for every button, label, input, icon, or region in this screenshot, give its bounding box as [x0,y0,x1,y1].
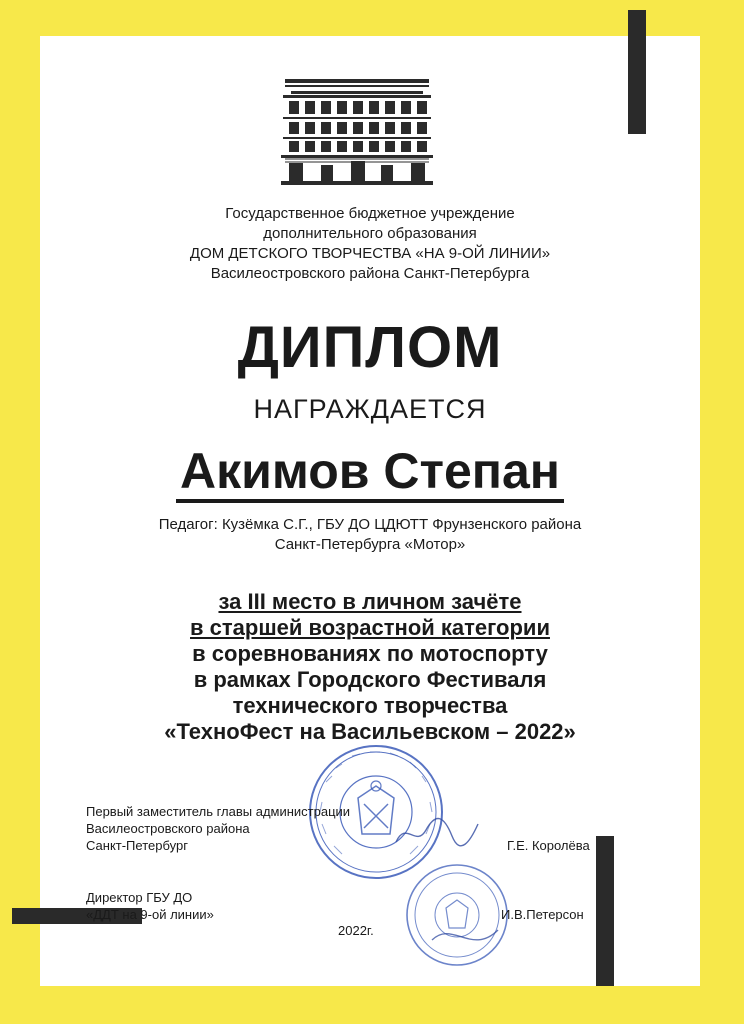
reason-line: «ТехноФест на Васильевском – 2022» [164,719,576,744]
director-name: И.В.Петерсон [501,907,584,922]
director-title [86,889,214,923]
diploma-title: ДИПЛОМ [237,315,503,380]
institution-line: ДОМ ДЕТСКОГО ТВОРЧЕСТВА «НА 9-ОЙ ЛИНИИ» [189,245,551,262]
director-stamp-icon [402,860,512,970]
institution-block [40,204,700,284]
director-line: «ДДТ на 9-ой линии» [86,907,214,922]
top-right-bar [628,10,646,134]
first-deputy-line: Первый заместитель главы администрации [86,804,351,819]
institution-line: дополнительного образования [263,225,477,242]
director-line: Директор ГБУ ДО [86,890,193,905]
recipient-name: Акимов Степан [176,443,564,503]
bottom-right-bar [596,836,614,986]
teacher-line: Педагог: Кузёмка С.Г., ГБУ ДО ЦДЮТТ Фрунзенского района [158,516,582,533]
teacher-line: Санкт-Петербурга «Мотор» [274,536,466,553]
reason-line-text: в старшей возрастной категории [190,615,550,640]
recipient-name-block [40,443,700,499]
issue-year: 2022г. [338,923,374,938]
reason-line: в рамках Городского Фестиваля [193,667,547,692]
building-logo-icon [281,73,433,185]
institution-line: Государственное бюджетное учреждение [225,205,515,222]
institution-line: Василеостровского района Санкт-Петербурга [210,265,530,282]
first-deputy-line: Санкт-Петербург [86,838,188,853]
reason-line-text: за III место в личном зачёте [218,589,522,614]
teacher-block [40,515,700,555]
awarded-label: НАГРАЖДАЕТСЯ [253,394,487,424]
signature-first-deputy-icon [392,812,482,852]
reason-line [40,615,700,641]
first-deputy-name: Г.Е. Королёва [507,838,590,853]
reason-line [40,589,700,615]
reason-line: технического творчества [232,693,508,718]
reason-line: в соревнованиях по мотоспорту [192,641,548,666]
first-deputy-line: Василеостровского района [86,821,250,836]
first-deputy-title [86,803,350,854]
reason-block [40,589,700,745]
